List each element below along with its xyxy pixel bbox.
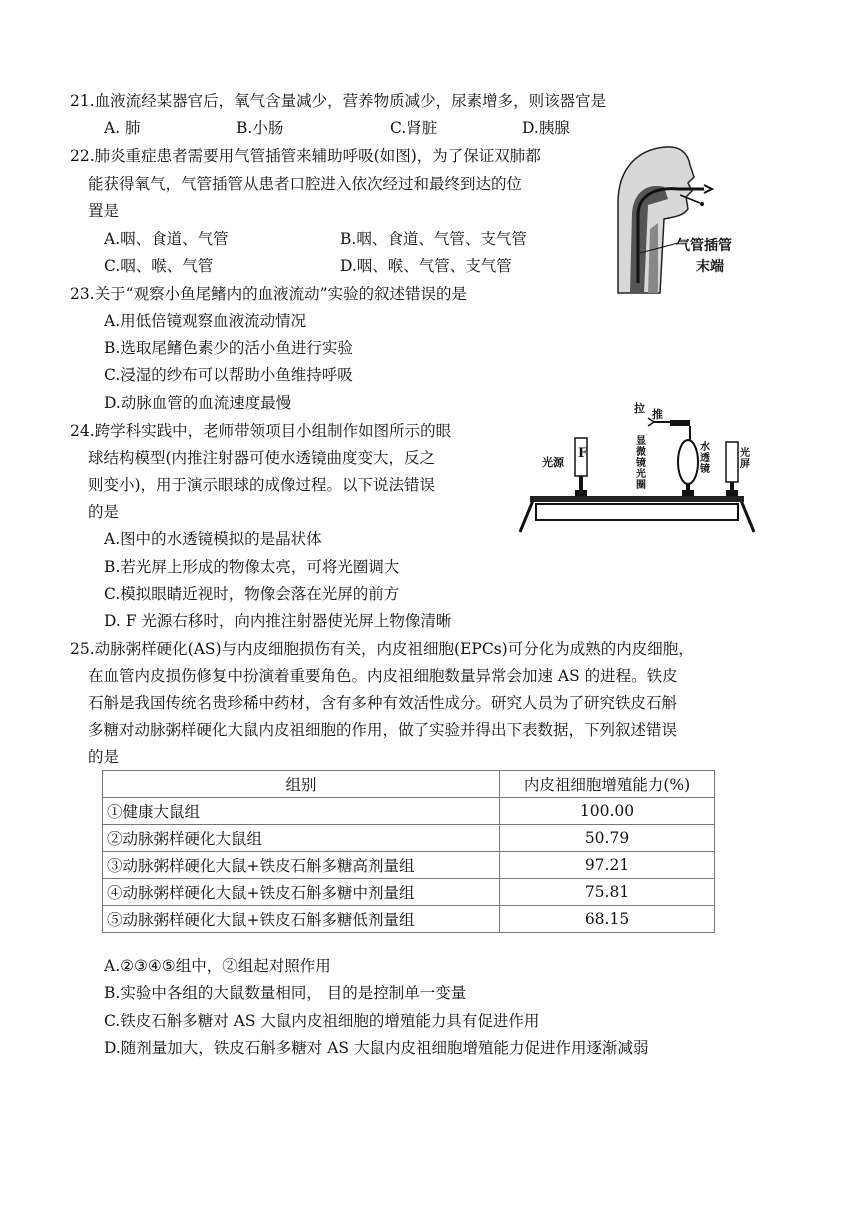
pull-label: 拉 (634, 402, 645, 415)
q22-option-b: B.咽、食道、气管、支气管 (340, 230, 527, 248)
table-cell-value: 68.15 (500, 906, 715, 933)
q21-option-d: D.胰腺 (522, 119, 570, 137)
q22-stem-3: 置是 (88, 202, 120, 220)
q24-option-b: B.若光屏上形成的物像太亮，可将光圈调大 (104, 558, 400, 576)
table-row (103, 825, 715, 852)
q22-stem-1: 22.肺炎重症患者需要用气管插管来辅助呼吸(如图)，为了保证双肺都 (70, 147, 541, 165)
q24-stem-3: 则变小)，用于演示眼球的成像过程。以下说法错误 (88, 476, 436, 494)
q21-option-a: A. 肺 (104, 119, 141, 137)
intubation-drawing (608, 143, 748, 295)
q25-stem-1: 25.动脉粥样硬化(AS)与内皮细胞损伤有关，内皮祖细胞(EPCs)可分化为成熟的内皮细胞， (70, 640, 694, 658)
push-label: 推 (652, 408, 663, 421)
q21-option-c: C.肾脏 (390, 119, 438, 137)
table-cell-group: ③动脉粥样硬化大鼠+铁皮石斛多糖高剂量组 (103, 852, 500, 879)
q23-stem: 23.关于“观察小鱼尾鳍内的血液流动”实验的叙述错误的是 (70, 285, 468, 303)
table-cell-value: 100.00 (500, 798, 715, 825)
table-row (103, 798, 715, 825)
q25-option-d: D.随剂量加大，铁皮石斛多糖对 AS 大鼠内皮祖细胞增殖能力促进作用逐渐减弱 (104, 1039, 649, 1057)
q22-stem-2: 能获得氧气，气管插管从患者口腔进入依次经过和最终到达的位 (88, 175, 523, 193)
q22-option-c: C.咽、喉、气管 (104, 257, 214, 275)
q24-stem-2: 球结构模型(内推注射器可使水透镜曲度变大，反之 (88, 449, 436, 467)
screen-label: 光屏 (740, 448, 750, 470)
q25-stem-2: 在血管内皮损伤修复中扮演着重要角色。内皮祖细胞数量异常会加速 AS 的进程。铁皮 (88, 667, 678, 685)
q23-option-b: B.选取尾鳍色素少的活小鱼进行实验 (104, 339, 353, 357)
q21-option-b: B.小肠 (236, 119, 284, 137)
q22-option-a: A.咽、食道、气管 (104, 230, 229, 248)
table-row (103, 852, 715, 879)
q25-stem-4: 多糖对动脉粥样硬化大鼠内皮祖细胞的作用，做了实验并得出下表数据，下列叙述错误 (88, 721, 678, 739)
table-header-row (103, 771, 715, 798)
table-cell-group: ⑤动脉粥样硬化大鼠+铁皮石斛多糖低剂量组 (103, 906, 500, 933)
table-cell-group: ②动脉粥样硬化大鼠组 (103, 825, 500, 852)
table-row (103, 906, 715, 933)
aperture-label: 显微镜光圈 (636, 436, 646, 491)
q25-option-b: B.实验中各组的大鼠数量相同， 目的是控制单一变量 (104, 984, 467, 1002)
intubation-figure (608, 143, 748, 295)
table-cell-value: 50.79 (500, 825, 715, 852)
q24-option-d: D. F 光源右移时，向内推注射器使光屏上物像清晰 (104, 612, 452, 630)
q24-stem-1: 24.跨学科实践中，老师带领项目小组制作如图所示的眼 (70, 422, 452, 440)
table-header-group: 组别 (103, 771, 500, 798)
q25-option-a: A.②③④⑤组中，②组起对照作用 (104, 957, 331, 975)
table-cell-value: 75.81 (500, 879, 715, 906)
q25-option-c: C.铁皮石斛多糖对 AS 大鼠内皮祖细胞的增殖能力具有促进作用 (104, 1012, 540, 1030)
table-row (103, 879, 715, 906)
f-letter: F (578, 446, 588, 461)
q23-option-a: A.用低倍镜观察血液流动情况 (104, 312, 307, 330)
q25-stem-3: 石斛是我国传统名贵珍稀中药材，含有多种有效活性成分。研究人员为了研究铁皮石斛 (88, 694, 678, 712)
water-lens-label: 水透镜 (700, 442, 710, 475)
q23-option-d: D.动脉血管的血流速度最慢 (104, 394, 292, 412)
q21-stem: 21.血液流经某器官后，氧气含量减少，营养物质减少，尿素增多，则该器官是 (70, 92, 607, 110)
q24-stem-4: 的是 (88, 503, 120, 521)
eye-model-figure (514, 398, 758, 538)
tube-label: 气管插管 (676, 238, 732, 254)
q22-option-d: D.咽、喉、气管、支气管 (340, 257, 512, 275)
table-header-value: 内皮祖细胞增殖能力(%) (500, 771, 715, 798)
q24-option-c: C.模拟眼睛近视时，物像会落在光屏的前方 (104, 585, 400, 603)
q23-option-c: C.浸湿的纱布可以帮助小鱼维持呼吸 (104, 366, 353, 384)
data-table (102, 770, 715, 933)
table-cell-value: 97.21 (500, 852, 715, 879)
q25-stem-5: 的是 (88, 748, 120, 766)
table-cell-group: ④动脉粥样硬化大鼠+铁皮石斛多糖中剂量组 (103, 879, 500, 906)
tube-end-label: 末端 (696, 259, 724, 275)
light-source-label: 光源 (542, 456, 564, 469)
table-cell-group: ①健康大鼠组 (103, 798, 500, 825)
q24-option-a: A.图中的水透镜模拟的是晶状体 (104, 530, 322, 548)
